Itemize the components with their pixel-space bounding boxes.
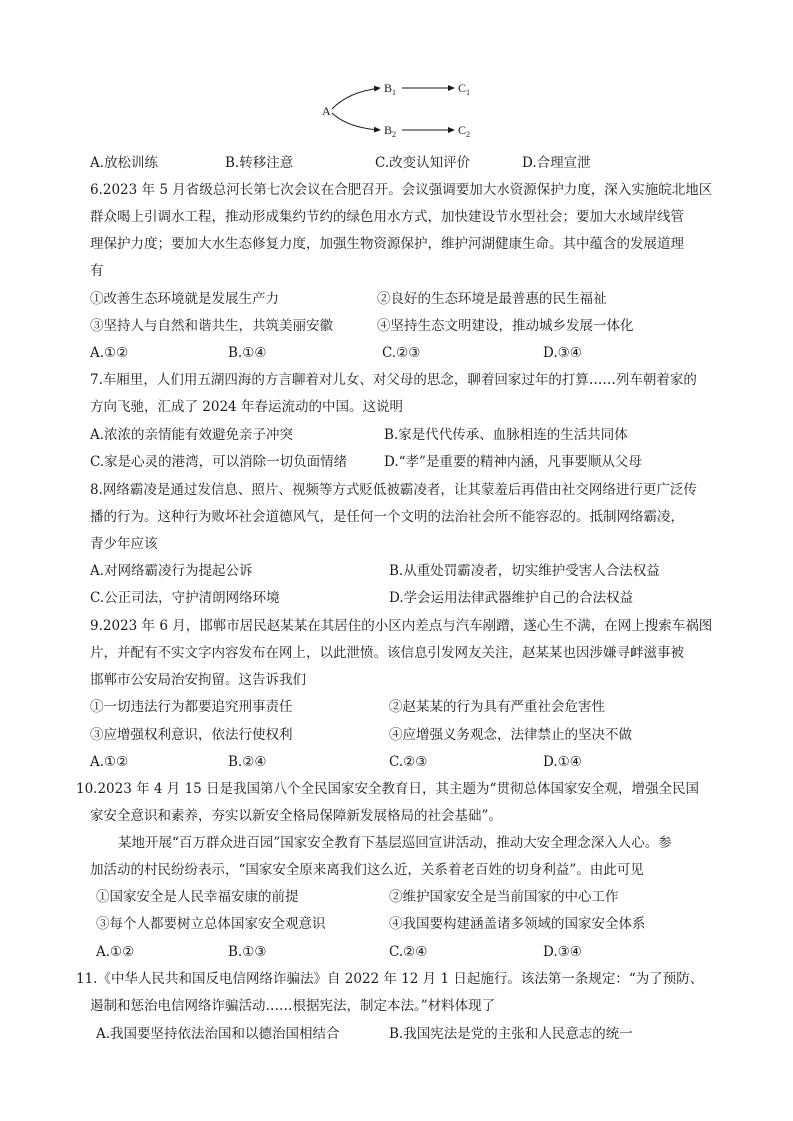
q5-option-a: A.放松训练: [90, 155, 159, 171]
q10-option-c: C.②④: [389, 944, 428, 960]
q6-option-d: D.③④: [543, 345, 582, 361]
q9-stem-line-3: 邯郸市公安局治安拘留。这告诉我们: [90, 672, 306, 688]
edge-a-b2: [332, 113, 380, 130]
q11-option-a: A.我国要坚持依法治国和以德治国相结合: [96, 1026, 340, 1042]
q8-stem-line-3: 青少年应该: [90, 536, 158, 552]
node-c2: $C_2$: [458, 123, 471, 139]
q6-stem-line-3: 理保护力度；要加大水生态修复力度，加强生物资源保护，维护河湖健康生命。其中蕴含的发展道理: [90, 236, 684, 252]
q9-item-2: ②赵某某的行为具有严重社会危害性: [389, 699, 605, 715]
q6-option-a: A.①②: [90, 345, 129, 361]
q9-option-b: B.②④: [228, 754, 267, 770]
q10-option-d: D.③④: [543, 944, 582, 960]
q6-item-4: ④坚持生态文明建设，推动城乡发展一体化: [377, 318, 634, 334]
node-b2: $B_2$: [384, 123, 397, 139]
q5-option-c: C.改变认知评价: [375, 155, 471, 171]
node-b1: $B_1$: [384, 81, 397, 97]
q10-item-1: ①国家安全是人民幸福安康的前提: [96, 889, 299, 905]
edge-a-b1: [332, 88, 380, 109]
q9-item-3: ③应增强权利意识，依法行使权利: [90, 727, 293, 743]
q10-stem-line-2: 家安全意识和素养，夯实以新安全格局保障新发展格局的社会基础”。: [90, 808, 502, 824]
q6-item-2: ②良好的生态环境是最普惠的民生福祉: [377, 291, 607, 307]
node-a: A: [322, 104, 331, 118]
q5-option-b: B.转移注意: [225, 155, 294, 171]
q7-option-a: A.浓浓的亲情能有效避免亲子冲突: [90, 427, 294, 443]
q10-item-4: ④我国要构建涵盖诸多领域的国家安全体系: [389, 916, 646, 932]
q10-stem-line-1: 10.2023 年 4 月 15 日是我国第八个全民国家安全教育日，其主题为“贯彻总体国家安全观，增强全民国: [76, 781, 699, 797]
q8-option-d: D.学会运用法律武器维护自己的合法权益: [389, 590, 634, 606]
q7-option-c: C.家是心灵的港湾，可以消除一切负面情绪: [90, 454, 348, 470]
q8-stem-line-2: 播的行为。这种行为败坏社会道德风气，是任何一个文明的法治社会所不能容忍的。抵制网络霸凌，: [90, 509, 684, 525]
q7-option-b: B.家是代代传承、血脉相连的生活共同体: [384, 427, 628, 443]
q9-option-c: C.②③: [389, 754, 428, 770]
q8-option-b: B.从重处罚霸凌者，切实维护受害人合法权益: [389, 563, 660, 579]
q6-stem-line-4: 有: [90, 263, 104, 279]
flow-diagram: [318, 72, 478, 142]
q8-option-a: A.对网络霸凌行为提起公诉: [90, 563, 253, 579]
q6-item-1: ①改善生态环境就是发展生产力: [90, 291, 279, 307]
q10-para-line-1: 某地开展“百万群众进百园”国家安全教育下基层巡回宣讲活动，推动大安全理念深入人心。参: [118, 835, 672, 851]
q6-option-c: C.②③: [382, 345, 421, 361]
q9-stem-line-2: 片，并配有不实文字内容发布在网上，以此泄愤。该信息引发网友关注，赵某某也因涉嫌寻衅滋事被: [90, 645, 684, 661]
q7-stem-line-2: 方向飞驰，汇成了 2024 年春运流动的中国。这说明: [90, 399, 403, 415]
q10-item-3: ③每个人都要树立总体国家安全观意识: [96, 916, 326, 932]
node-c1: $C_1$: [458, 81, 471, 97]
q6-item-3: ③坚持人与自然和谐共生，共筑美丽安徽: [90, 318, 333, 334]
q9-stem-line-1: 9.2023 年 6 月，邯郸市居民赵某某在其居住的小区内差点与汽车剐蹭，遂心生不满，在网上搜索车祸图: [90, 618, 713, 634]
q9-item-4: ④应增强义务观念，法律禁止的坚决不做: [389, 727, 632, 743]
q6-stem-line-2: 群众喝上引调水工程，推动形成集约节约的绿色用水方式，加快建设节水型社会；要加大水域岸线管: [90, 209, 684, 225]
q11-stem-line-1: 11.《中华人民共和国反电信网络诈骗法》自 2022 年 12 月 1 日起施行。该法第一条规定：“为了预防、: [76, 971, 704, 987]
q6-option-b: B.①④: [228, 345, 267, 361]
q10-para-line-2: 加活动的村民纷纷表示，“国家安全原来离我们这么近，关系着老百姓的切身利益”。由此可见: [90, 862, 644, 878]
q11-option-b: B.我国宪法是党的主张和人民意志的统一: [389, 1026, 633, 1042]
q7-option-d: D.“孝”是重要的精神内涵，凡事要顺从父母: [384, 454, 642, 470]
q9-option-a: A.①②: [90, 754, 129, 770]
q10-option-b: B.①③: [228, 944, 267, 960]
q11-stem-line-2: 遏制和惩治电信网络诈骗活动……根据宪法，制定本法。”材料体现了: [90, 998, 496, 1014]
q5-option-d: D.合理宣泄: [522, 155, 591, 171]
q8-option-c: C.公正司法，守护清朗网络环境: [90, 590, 280, 606]
q9-option-d: D.①④: [543, 754, 582, 770]
q10-option-a: A.①②: [96, 944, 135, 960]
q9-item-1: ①一切违法行为都要追究刑事责任: [90, 699, 293, 715]
q8-stem-line-1: 8.网络霸凌是通过发信息、照片、视频等方式贬低被霸凌者，让其蒙羞后再借由社交网络进行更广泛传: [90, 482, 697, 498]
q7-stem-line-1: 7.车厢里，人们用五湖四海的方言聊着对儿女、对父母的思念，聊着回家过年的打算……列车朝着家的: [90, 372, 697, 388]
q6-stem-line-1: 6.2023 年 5 月省级总河长第七次会议在合肥召开。会议强调要加大水资源保护力度，深入实施皖北地区: [90, 182, 713, 198]
q10-item-2: ②维护国家安全是当前国家的中心工作: [389, 889, 619, 905]
